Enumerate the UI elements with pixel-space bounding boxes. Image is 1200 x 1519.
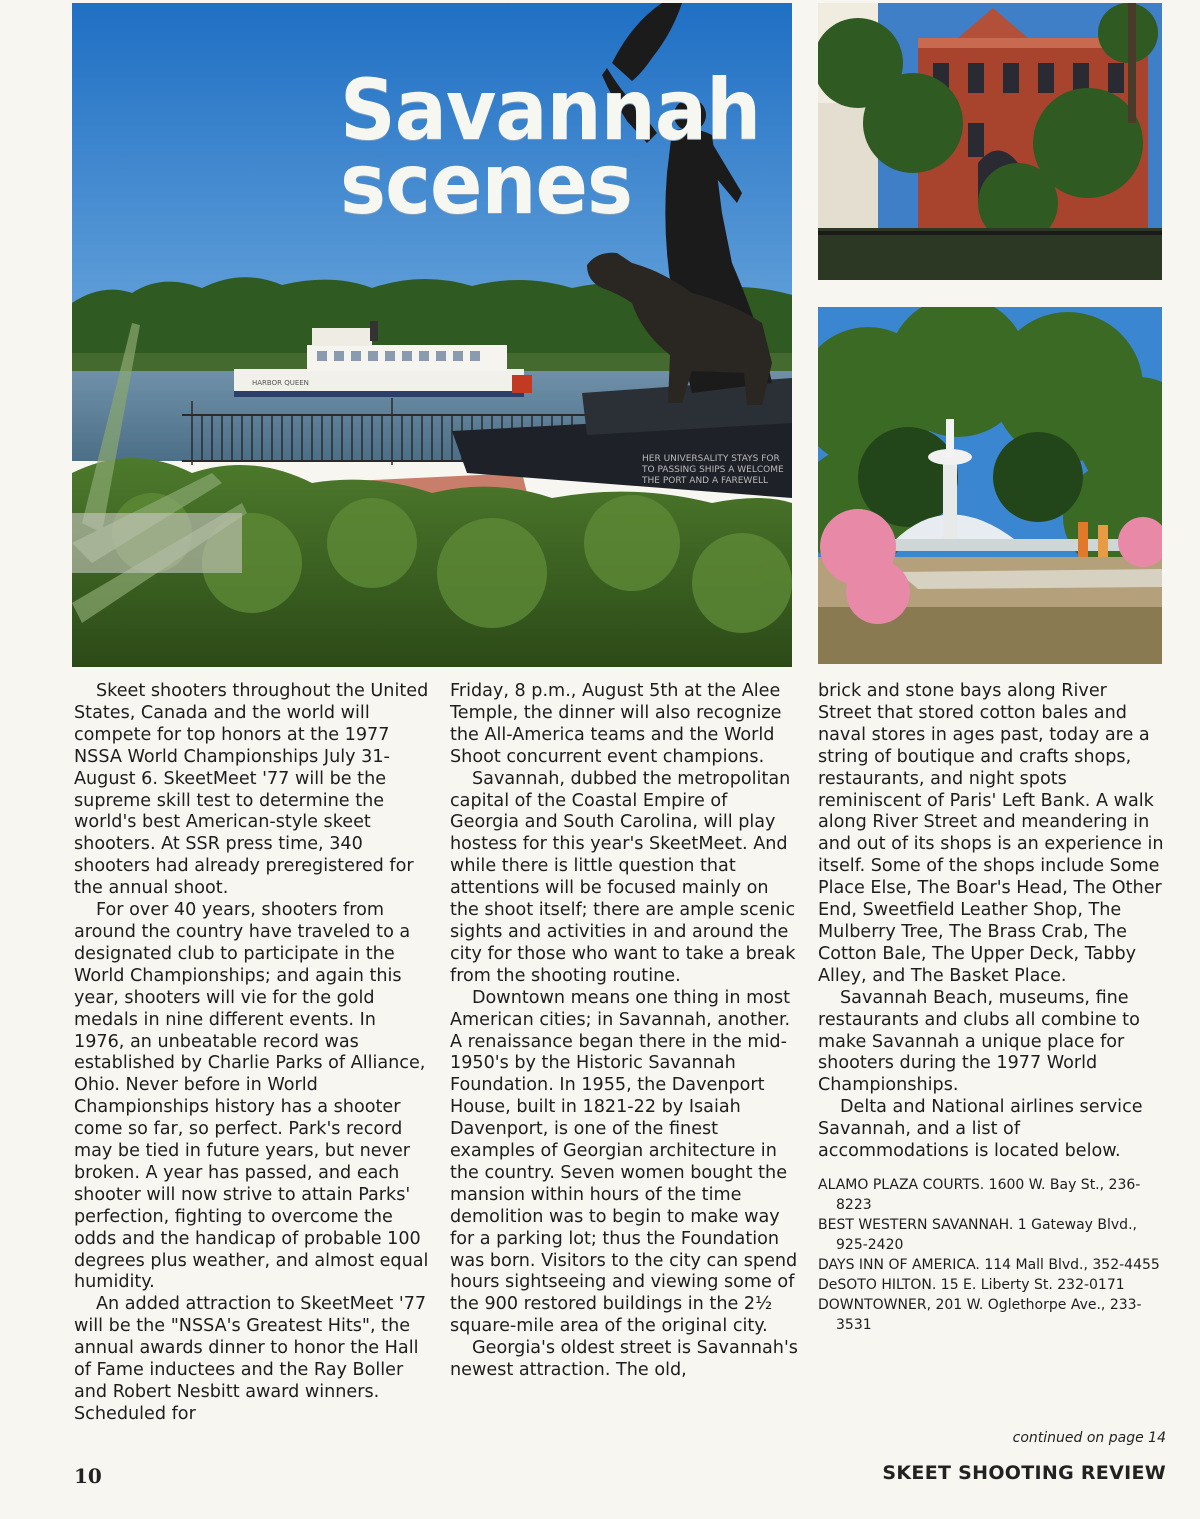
title-line-1: Savannah [340, 61, 761, 159]
accommodation-item: BEST WESTERN SAVANNAH. 1 Gateway Blvd., 925-2420 [818, 1216, 1137, 1253]
article-title [340, 61, 792, 233]
paragraph: For over 40 years, shooters from around the country have traveled to a designated club to participate in the World Championships; and again this year, shooters will vie for the gold medals in nine different events. In 1976, an unbeatable record was established by Charlie Parks of Alliance, Ohio. Never before in World Championships history has a shooter come so far, so perfect. Park's record may be tied in future years, but never broken. A year has passed, and each shooter will now strive to attain Parks' perfection, fighting to overcome the odds and the handicap of probable 100 degrees plus weather, and almost equal humidity. [74, 900, 429, 1293]
plaque-line: TO PASSING SHIPS A WELCOME [642, 465, 784, 475]
paragraph: Savannah, dubbed the metropolitan capital of the Coastal Empire of Georgia and South Carolina, will play hostess for this year's SkeetMeet. And while there is little question that attentions will be focused mainly on the shoot itself; there are ample scenic sights and activities in and around the city for those who want to take a break from the shooting routine. [450, 768, 796, 986]
paragraph: Friday, 8 p.m., August 5th at the Alee Temple, the dinner will also recognize the All-America teams and the World Shoot concurrent event champions. [450, 681, 782, 767]
hero-photo [72, 3, 792, 667]
continued-note: continued on page 14 [1012, 1430, 1166, 1446]
plaque-line: HER UNIVERSALITY STAYS FOR [642, 454, 780, 464]
red-brick-cotton-exchange-photo [818, 3, 1162, 280]
forsyth-park-fountain-photo [818, 307, 1162, 664]
fountain-photo [818, 307, 1162, 664]
paragraph: An added attraction to SkeetMeet '77 will be the "NSSA's Greatest Hits", the annual awards dinner to honor the Hall of Fame inductees and the Ray Boller and Robert Nesbitt award winners. Scheduled for [74, 1294, 427, 1424]
paragraph: Delta and National airlines service Savannah, and a list of accommodations is located below. [818, 1097, 1143, 1162]
magazine-name: SKEET SHOOTING REVIEW [882, 1462, 1166, 1484]
article-column-1 [74, 681, 430, 1426]
paragraph: Downtown means one thing in most American cities; in Savannah, another. A renaissance began there in the mid-1950's by the Historic Savannah Foundation. In 1955, the Davenport House, built in 1821-22 by Isaiah Davenport, is one of the finest examples of Georgian architecture in the country. Seven women bought the mansion within hours of the time demolition was to begin to make way for a parking lot; thus the Foundation was born. Visitors to the city can spend hours sightseeing and viewing some of the 900 restored buildings in the 2½ square-mile area of the original city. [450, 987, 798, 1337]
page-number: 10 [74, 1464, 102, 1488]
boat-name: HARBOR QUEEN [252, 379, 309, 387]
plaque-line: THE PORT AND A FAREWELL [642, 476, 769, 486]
paragraph: Georgia's oldest street is Savannah's newest attraction. The old, [450, 1338, 798, 1381]
paragraph: brick and stone bays along River Street that stored cotton bales and naval stores in ages past, today are a string of boutique and crafts shops, restaurants, and night spots reminiscent of Paris' Left Bank. A walk along River Street and meandering in and out of its shops is an experience in itself. Some of the shops include Some Place Else, The Boar's Head, The Other End, Sweetfield Leather Shop, The Mulberry Tree, The Brass Crab, The Cotton Bale, The Upper Deck, Tabby Alley, and The Basket Place. [818, 681, 1164, 986]
title-line-2: scenes [340, 134, 633, 233]
accommodation-item: DOWNTOWNER, 201 W. Oglethorpe Ave., 233-3531 [818, 1296, 1142, 1333]
paragraph: Skeet shooters throughout the United States, Canada and the world will compete for top honors at the 1977 NSSA World Championships July 31-August 6. SkeetMeet '77 will be the supreme skill test to determine the world's best American-style skeet shooters. At SSR press time, 340 shooters had already preregistered for the annual shoot. [74, 681, 429, 899]
article-column-3 [818, 681, 1164, 1335]
building-photo [818, 3, 1162, 280]
statue-plaque [641, 454, 784, 486]
accommodation-item: ALAMO PLAZA COURTS. 1600 W. Bay St., 236-8223 [818, 1176, 1141, 1213]
accommodations-list [818, 1175, 1164, 1335]
paragraph: Savannah Beach, museums, fine restaurants and clubs all combine to make Savannah a unique place for shooters during the 1977 World Championships. [818, 987, 1140, 1096]
article-column-2 [450, 681, 800, 1382]
accommodation-item: DeSOTO HILTON. 15 E. Liberty St. 232-0171 [818, 1276, 1125, 1293]
accommodation-item: DAYS INN OF AMERICA. 114 Mall Blvd., 352-4455 [818, 1256, 1160, 1273]
